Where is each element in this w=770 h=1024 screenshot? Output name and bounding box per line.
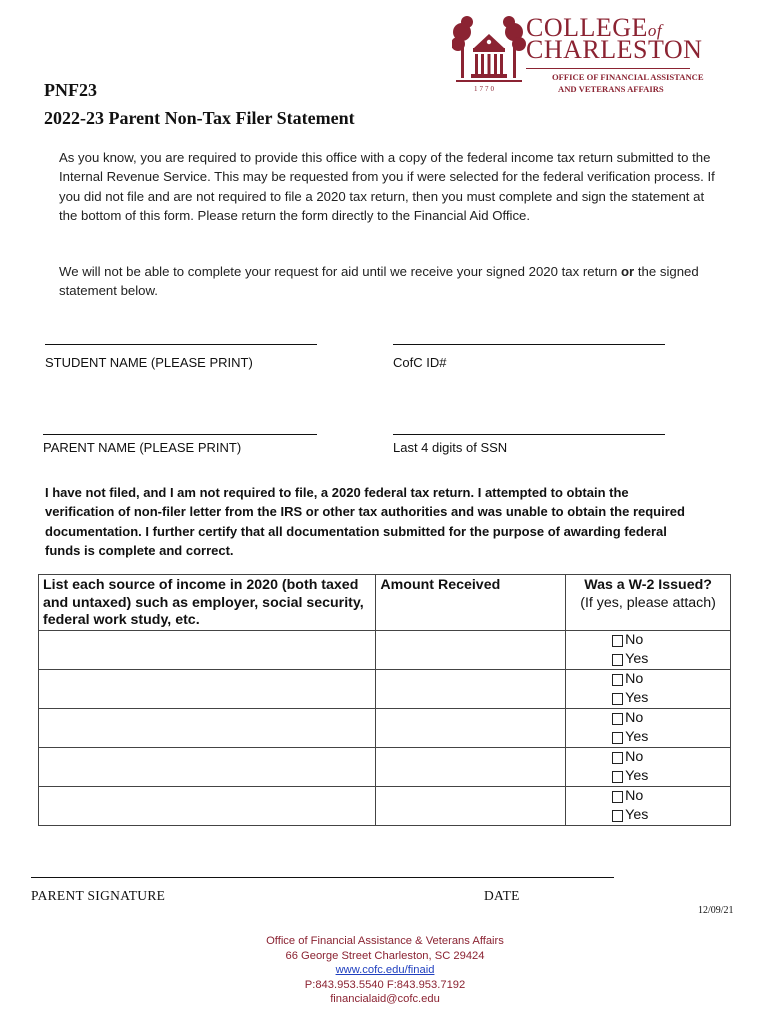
w2-column-header: Was a W-2 Issued? (If yes, please attach) xyxy=(566,575,731,631)
checkbox-icon xyxy=(612,654,623,666)
table-row xyxy=(39,748,731,787)
income-source-cell[interactable] xyxy=(39,631,376,670)
income-source-cell[interactable] xyxy=(39,748,376,787)
ssn-last4-label: Last 4 digits of SSN xyxy=(393,440,508,455)
amount-received-cell[interactable] xyxy=(376,709,566,748)
footer xyxy=(0,934,770,1007)
w2-issued-cell xyxy=(566,709,731,748)
checkbox-icon xyxy=(612,791,623,803)
footer-website-link[interactable]: www.cofc.edu/finaid xyxy=(335,964,435,977)
parent-signature-field[interactable] xyxy=(31,877,614,878)
form-code: PNF23 xyxy=(44,80,97,100)
w2-yes-checkbox[interactable]: Yes xyxy=(612,767,730,786)
checkbox-icon xyxy=(612,713,623,725)
amount-received-cell[interactable] xyxy=(376,748,566,787)
logo-college-text: COLLEGEof xyxy=(526,13,663,42)
income-source-cell[interactable] xyxy=(39,709,376,748)
college-logo xyxy=(452,14,702,98)
w2-yes-checkbox[interactable]: Yes xyxy=(612,728,730,747)
w2-no-checkbox[interactable]: No xyxy=(612,631,730,650)
w2-no-checkbox[interactable]: No xyxy=(612,670,730,689)
income-table-header xyxy=(39,575,731,631)
table-row xyxy=(39,631,731,670)
table-row xyxy=(39,787,731,826)
student-name-label: STUDENT NAME (PLEASE PRINT) xyxy=(45,355,253,370)
w2-issued-cell xyxy=(566,748,731,787)
checkbox-icon xyxy=(612,674,623,686)
w2-no-checkbox[interactable]: No xyxy=(612,748,730,767)
income-table xyxy=(38,574,731,826)
logo-charleston-text: CHARLESTON xyxy=(526,35,703,64)
footer-address: 66 George Street Charleston, SC 29424 xyxy=(285,949,485,962)
checkbox-icon xyxy=(612,635,623,647)
student-name-field[interactable] xyxy=(45,344,317,345)
w2-issued-cell xyxy=(566,787,731,826)
parent-signature-label: PARENT SIGNATURE xyxy=(31,888,166,903)
w2-no-checkbox[interactable]: No xyxy=(612,709,730,728)
checkbox-icon xyxy=(612,693,623,705)
income-source-cell[interactable] xyxy=(39,787,376,826)
checkbox-icon xyxy=(612,810,623,822)
cofc-id-field[interactable] xyxy=(393,344,665,345)
footer-office: Office of Financial Assistance & Veterans Affairs xyxy=(266,935,504,947)
deadline-paragraph: We will not be able to complete your request for aid until we receive your signed 2020 tax return or the signed statement below. xyxy=(59,264,699,299)
checkbox-icon xyxy=(612,732,623,744)
logo-divider xyxy=(526,68,690,69)
w2-yes-checkbox[interactable]: Yes xyxy=(612,650,730,669)
checkbox-icon xyxy=(612,752,623,764)
footer-phone: P:843.953.5540 F:843.953.7192 xyxy=(304,978,466,991)
logo-veterans-text: AND VETERANS AFFAIRS xyxy=(558,84,664,94)
parent-name-field[interactable] xyxy=(43,434,317,435)
w2-issued-cell xyxy=(566,670,731,709)
cofc-id-label: CofC ID# xyxy=(393,355,447,370)
w2-issued-cell xyxy=(566,631,731,670)
certification-statement: I have not filed, and I am not required to file, a 2020 federal tax return. I attempted to obtain the verification of non-filer letter from the IRS or other tax authorities and was unable to obtain the required documentation. I further certify that all documentation submitted for the purpose of awarding federal funds is complete and correct. xyxy=(45,485,685,558)
table-row xyxy=(39,670,731,709)
w2-yes-checkbox[interactable]: Yes xyxy=(612,806,730,825)
w2-yes-checkbox[interactable]: Yes xyxy=(612,689,730,708)
amount-column-header: Amount Received xyxy=(376,575,566,631)
amount-received-cell[interactable] xyxy=(376,787,566,826)
ssn-last4-field[interactable] xyxy=(393,434,665,435)
checkbox-icon xyxy=(612,771,623,783)
income-source-cell[interactable] xyxy=(39,670,376,709)
logo-year: 1770 xyxy=(474,85,496,93)
source-column-header: List each source of income in 2020 (both taxed and untaxed) such as employer, social security, federal work study, etc. xyxy=(39,575,376,631)
parent-name-label: PARENT NAME (PLEASE PRINT) xyxy=(43,440,242,455)
logo-office-text: OFFICE OF FINANCIAL ASSISTANCE xyxy=(552,72,704,82)
revision-date: 12/09/21 xyxy=(698,905,734,916)
amount-received-cell[interactable] xyxy=(376,670,566,709)
form-title: 2022-23 Parent Non-Tax Filer Statement xyxy=(44,108,355,128)
table-row xyxy=(39,709,731,748)
intro-paragraph: As you know, you are required to provide this office with a copy of the federal income tax return submitted to the Internal Revenue Service. This may be requested from you if were selected for the federal verification process. If you did not file and are not required to file a 2020 tax return, then you must complete and sign the statement at the bottom of this form. Please return the form directly to the Financial Aid Office. xyxy=(59,150,715,223)
footer-email: financialaid@cofc.edu xyxy=(330,993,440,1006)
amount-received-cell[interactable] xyxy=(376,631,566,670)
date-label: DATE xyxy=(484,888,520,903)
w2-no-checkbox[interactable]: No xyxy=(612,787,730,806)
